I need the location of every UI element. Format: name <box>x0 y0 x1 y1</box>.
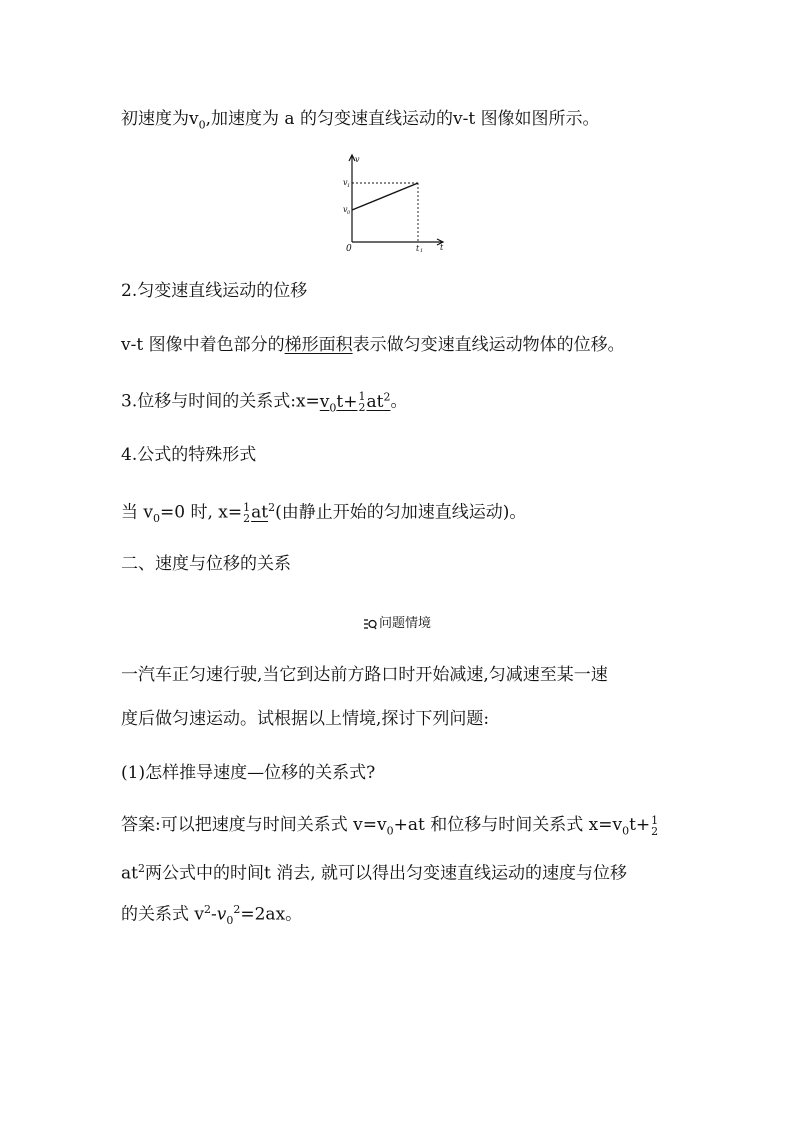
answer-v0-sup: 2 <box>233 903 241 916</box>
intro-a: a <box>284 109 295 129</box>
answer-text-l3a: 的关系式 v <box>121 904 205 925</box>
answer-fraction <box>651 815 658 837</box>
question-1: (1)怎样推导速度—位移的关系式? <box>121 763 376 783</box>
area-text-b: 表示做匀变速直线运动物体的位移。 <box>352 335 625 355</box>
area-paragraph <box>121 332 625 358</box>
scenario-label: 问题情境 <box>378 616 431 631</box>
formula-underlined <box>319 390 391 415</box>
special-at: at <box>251 502 269 523</box>
scenario-header <box>0 612 794 631</box>
fraction-half <box>358 391 365 413</box>
origin-label: 0 <box>346 244 352 252</box>
t1-label: t <box>416 244 420 252</box>
intro-vt: v-t <box>452 109 476 129</box>
answer-line-3 <box>121 897 302 934</box>
answer-v0-italic: v <box>216 904 227 925</box>
answer-v0-sub-2: 0 <box>622 824 630 838</box>
v-t-graph <box>336 152 456 252</box>
special-v0-sub: 0 <box>153 512 161 526</box>
intro-text-c: 的匀变速直线运动的 <box>299 109 453 129</box>
formula-text-a: 3.位移与时间的关系式:x= <box>121 391 320 412</box>
answer-at-sup: 2 <box>137 862 145 875</box>
formula-v-sub: 0 <box>329 401 337 415</box>
intro-v0: v <box>189 109 199 129</box>
v1-label: v <box>343 178 348 187</box>
fraction-den: 2 <box>358 401 366 415</box>
answer-text-l3c: =2ax。 <box>240 904 303 925</box>
formula-t: t+ <box>336 391 358 412</box>
special-text-b: =0 时, x= <box>160 502 243 523</box>
answer-text-b: +at 和位移与时间关系式 x=v <box>393 815 623 835</box>
answer-v0-sub-1: 0 <box>386 824 394 838</box>
special-text-a: 当 v <box>121 502 154 523</box>
area-text-a: v-t 图像中着色部分的 <box>121 335 285 355</box>
part-2-heading: 二、速度与位移的关系 <box>121 554 291 574</box>
v1-sub: 1 <box>347 183 351 189</box>
answer-text-l2: 两公式中的时间t 消去, 就可以得出匀变速直线运动的速度与位移 <box>144 863 628 884</box>
scenario-line-2: 度后做匀速运动。试根据以上情境,探讨下列问题: <box>121 709 490 729</box>
answer-text-c: t+ <box>629 815 651 835</box>
formula-v: v <box>319 391 330 412</box>
axis-v-label: v <box>355 155 360 164</box>
section-4-heading: 4.公式的特殊形式 <box>121 445 257 465</box>
intro-paragraph <box>121 106 600 138</box>
scenario-icon <box>363 618 377 630</box>
intro-text-d: 图像如图所示。 <box>480 109 600 129</box>
answer-line-2 <box>121 856 627 887</box>
v0-sub: 0 <box>347 210 351 216</box>
special-underlined <box>251 503 268 523</box>
axis-t-label: t <box>440 243 444 252</box>
answer-v-sup: 2 <box>204 903 212 916</box>
answer-v0-sub-3: 0 <box>226 914 234 928</box>
special-case-paragraph <box>121 495 526 532</box>
answer-fraction-den: 2 <box>651 824 659 838</box>
answer-fraction-num: 1 <box>651 813 659 827</box>
special-text-c: (由静止开始的匀加速直线运动)。 <box>275 502 527 523</box>
special-at-sup: 2 <box>268 501 276 514</box>
answer-at: at <box>121 863 138 884</box>
intro-text-a: 初速度为 <box>121 109 189 129</box>
special-fraction-den: 2 <box>243 512 251 526</box>
answer-text-a: 答案:可以把速度与时间关系式 v=v <box>121 815 387 835</box>
formula-end: 。 <box>390 391 408 412</box>
formula-at: at <box>366 391 384 412</box>
answer-line-1 <box>121 812 659 844</box>
fraction-num: 1 <box>358 390 366 404</box>
special-fraction-num: 1 <box>243 501 251 515</box>
special-fraction <box>243 502 250 524</box>
section-2-heading: 2.匀变速直线运动的位移 <box>121 281 308 301</box>
trapezoid-area-term: 梯形面积 <box>284 335 353 355</box>
intro-v0-sub: 0 <box>198 118 206 132</box>
scenario-line-1: 一汽车正匀速行驶,当它到达前方路口时开始减速,匀减速至某一速 <box>121 665 608 685</box>
formula-at-sup: 2 <box>383 390 391 403</box>
intro-text-b: ,加速度为 <box>205 109 280 129</box>
velocity-line <box>352 183 418 210</box>
t1-sub: 1 <box>420 248 424 252</box>
section-3-formula <box>121 384 407 421</box>
answer-minus: - <box>211 904 217 925</box>
v0-label: v <box>343 205 348 214</box>
